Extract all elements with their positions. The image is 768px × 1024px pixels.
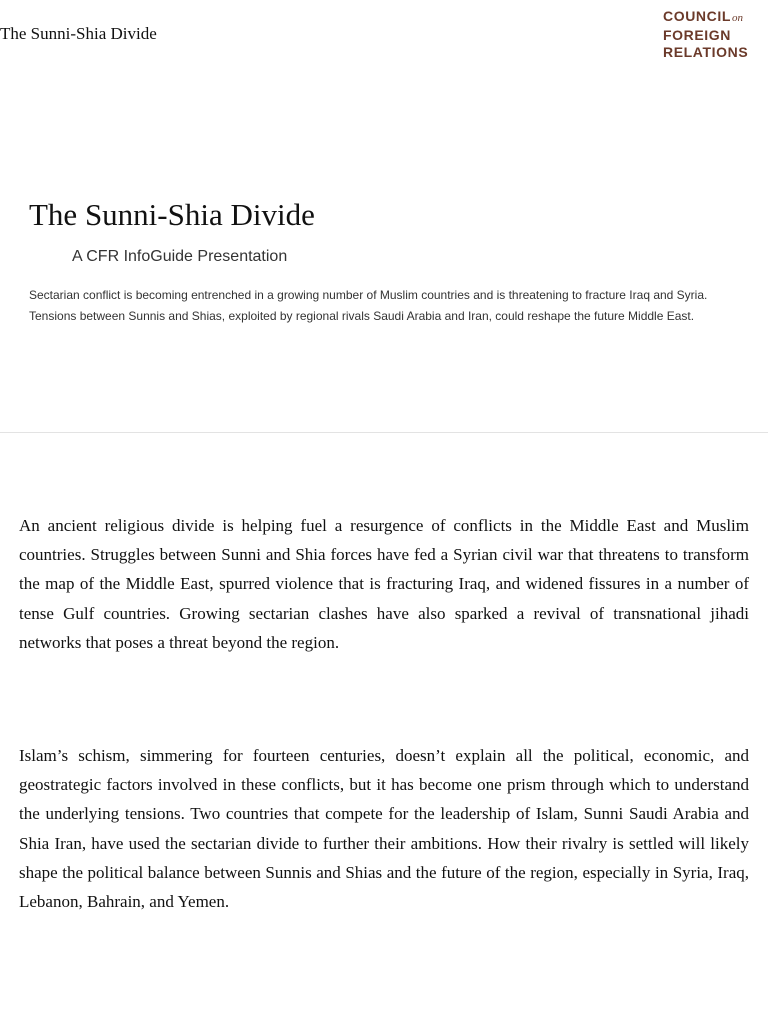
hero-title: The Sunni-Shia Divide xyxy=(29,197,315,232)
section-divider xyxy=(0,432,768,433)
cfr-logo xyxy=(663,8,763,61)
document-header-title: The Sunni-Shia Divide xyxy=(0,24,157,43)
hero-subtitle: A CFR InfoGuide Presentation xyxy=(72,248,288,265)
logo-word-council: COUNCIL xyxy=(663,8,731,24)
logo-line-foreign: FOREIGN xyxy=(663,27,731,43)
logo-line-council xyxy=(663,8,763,27)
hero-section xyxy=(29,196,729,327)
hero-summary: Sectarian conflict is becoming entrenched in a growing number of Muslim countries and is threatening to fracture Iraq and Syria. Tensions between Sunnis and Shias, exploited by regional rivals Saudi Arabia and Iran, could reshape the future Middle East. xyxy=(29,288,708,323)
logo-word-on: on xyxy=(731,12,743,24)
article-paragraph-2: Islam’s schism, simmering for fourteen centuries, doesn’t explain all the political, economic, and geostrategic factors involved in these conflicts, but it has become one prism through which to understand the underlying tensions. Two countries that compete for the leadership of Islam, Sunni Saudi Arabia and Shia Iran, have used the sectarian divide to further their ambitions. How their rivalry is settled will likely shape the political balance between Sunnis and Shias and the future of the region, especially in Syria, Iraq, Lebanon, Bahrain, and Yemen. xyxy=(19,746,749,912)
article-paragraph-1: An ancient religious divide is helping fuel a resurgence of conflicts in the Middle East and Muslim countries. Struggles between Sunni and Shia forces have fed a Syrian civil war that threatens to transform the map of the Middle East, spurred violence that is fracturing Iraq, and widened fissures in a number of tense Gulf countries. Growing sectarian clashes have also sparked a revival of transnational jihadi networks that poses a threat beyond the region. xyxy=(19,516,749,652)
logo-line-relations: RELATIONS xyxy=(663,44,749,60)
